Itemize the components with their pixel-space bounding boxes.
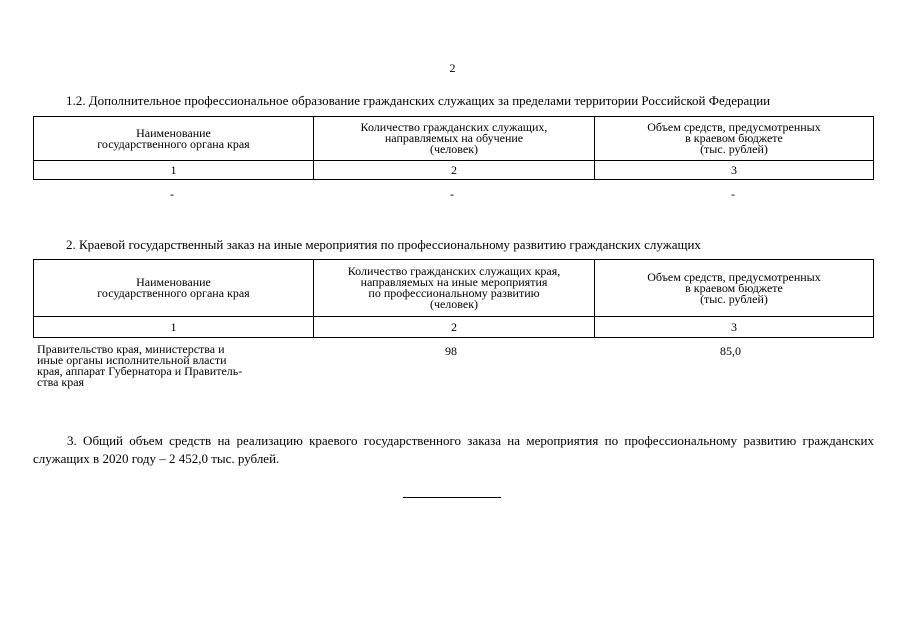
header-cell-amount: [595, 260, 874, 317]
organ-line: иные органы исполнительной власти: [37, 353, 227, 367]
table-cell-dash: -: [731, 187, 735, 201]
section-2-heading: 2. Краевой государственный заказ на иные мероприятия по профессиональному развитию гражданских служащих: [66, 237, 701, 252]
header-line: направляемых на иные мероприятия: [360, 275, 548, 289]
table-section-2: [33, 259, 874, 338]
header-line: Количество гражданских служащих края,: [347, 264, 561, 278]
table-cell-dash: -: [170, 187, 174, 201]
organ-line: края, аппарат Губернатора и Правитель-: [37, 364, 243, 378]
header-cell-count: [314, 260, 595, 317]
table-section-1-2: [33, 116, 874, 180]
header-line: направляемых на обучение: [384, 131, 524, 145]
table-cell-dash: -: [450, 187, 454, 201]
header-line: (тыс. рублей): [700, 291, 768, 306]
header-line: государственного органа края: [97, 136, 250, 151]
table-header-row: [34, 117, 874, 161]
header-line: (человек): [429, 297, 479, 311]
header-cell-count: [314, 117, 595, 161]
header-line: Наименование: [136, 275, 211, 289]
organ-line: Правительство края, министерства и: [37, 342, 225, 356]
closing-rule: [403, 497, 501, 498]
table-cell-organ: [37, 344, 297, 388]
header-line: по профессиональному развитию: [368, 286, 540, 300]
table-header-row: [34, 260, 874, 317]
header-line: (тыс. рублей): [700, 142, 768, 156]
table-cell-count: 98: [445, 344, 457, 358]
table-cell-amount: 85,0: [720, 344, 741, 358]
column-number: 2: [314, 161, 595, 180]
header-line: (человек): [429, 142, 479, 156]
column-number-row: [34, 317, 874, 338]
column-number: 3: [595, 161, 874, 180]
header-line: Объем средств, предусмотренных: [647, 269, 821, 284]
organ-line: ства края: [37, 375, 85, 389]
section-1-2-heading: 1.2. Дополнительное профессиональное образование гражданских служащих за пределами территории Российской Федерации: [66, 93, 771, 108]
page-number: 2: [449, 61, 456, 75]
header-line: Объем средств, предусмотренных: [647, 120, 821, 134]
column-number: 2: [314, 317, 595, 338]
header-cell-organ: [34, 260, 314, 317]
column-number: 1: [34, 317, 314, 338]
column-number: 1: [34, 161, 314, 180]
header-line: в краевом бюджете: [685, 280, 783, 295]
section-3-paragraph: 3. Общий объем средств на реализацию краевого государственного заказа на мероприятия по профессиональному развитию гражданских служащих в 2020 году – 2 452,0 тыс. рублей.: [33, 433, 874, 466]
header-line: в краевом бюджете: [685, 131, 783, 145]
column-number: 3: [595, 317, 874, 338]
header-line: Количество гражданских служащих,: [360, 120, 548, 134]
column-number-row: [34, 161, 874, 180]
header-cell-organ: [34, 117, 314, 161]
header-line: Наименование: [136, 125, 211, 140]
header-cell-amount: [595, 117, 874, 161]
header-line: государственного органа края: [97, 286, 250, 300]
